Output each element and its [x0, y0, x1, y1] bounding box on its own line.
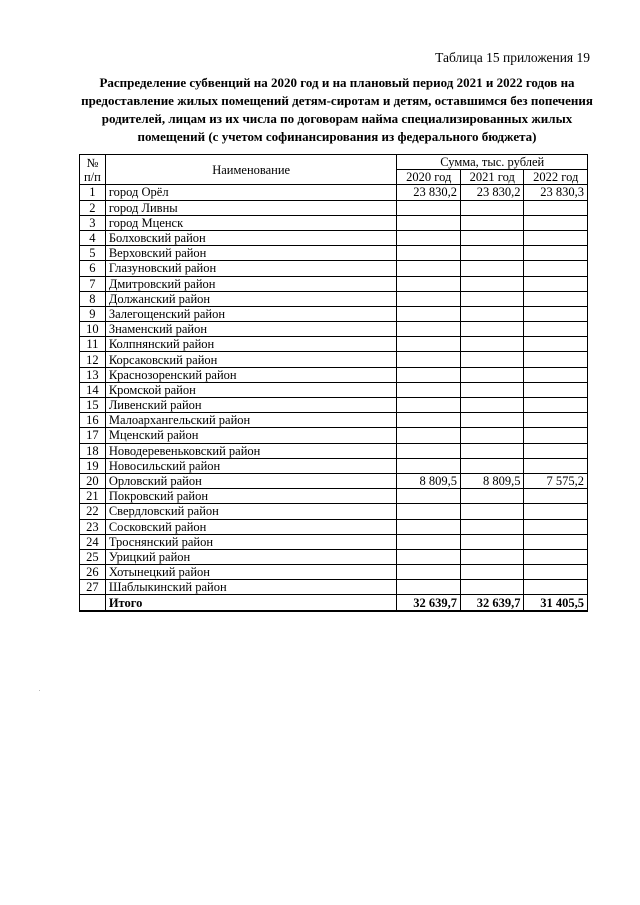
row-name: Колпнянский район: [105, 337, 397, 352]
row-value-2020: [397, 382, 461, 397]
row-value-2021: [460, 352, 524, 367]
row-value-2020: [397, 261, 461, 276]
row-value-2020: 8 809,5: [397, 473, 461, 488]
row-number: 5: [80, 246, 106, 261]
table-row: [80, 352, 588, 367]
row-value-2022: [524, 276, 588, 291]
row-value-2021: [460, 565, 524, 580]
row-value-2021: [460, 246, 524, 261]
row-name: Новодеревеньковский район: [105, 443, 397, 458]
table-row: [80, 337, 588, 352]
row-number: 27: [80, 580, 106, 595]
header-name: Наименование: [105, 155, 397, 185]
row-number: 8: [80, 291, 106, 306]
row-name: Кромской район: [105, 382, 397, 397]
row-value-2022: [524, 306, 588, 321]
row-number: 4: [80, 230, 106, 245]
row-value-2021: [460, 306, 524, 321]
row-name: Орловский район: [105, 473, 397, 488]
table-row: [80, 549, 588, 564]
header-row: [80, 155, 588, 170]
table-row: [80, 230, 588, 245]
row-value-2022: [524, 261, 588, 276]
row-value-2020: [397, 367, 461, 382]
row-value-2022: [524, 413, 588, 428]
table-body: [80, 185, 588, 595]
row-number: 12: [80, 352, 106, 367]
table-row: [80, 398, 588, 413]
row-value-2022: [524, 534, 588, 549]
row-name: Корсаковский район: [105, 352, 397, 367]
row-number: 26: [80, 565, 106, 580]
row-value-2022: [524, 504, 588, 519]
scan-speck: [39, 690, 40, 691]
row-name: Должанский район: [105, 291, 397, 306]
row-name: Болховский район: [105, 230, 397, 245]
header-year-2020: 2020 год: [397, 170, 461, 185]
row-number: 2: [80, 200, 106, 215]
row-value-2020: [397, 230, 461, 245]
row-number: 19: [80, 458, 106, 473]
row-value-2020: [397, 549, 461, 564]
row-value-2022: [524, 352, 588, 367]
row-value-2021: [460, 489, 524, 504]
row-name: Глазуновский район: [105, 261, 397, 276]
row-value-2022: [524, 443, 588, 458]
row-value-2020: [397, 504, 461, 519]
row-value-2021: [460, 428, 524, 443]
row-value-2021: [460, 504, 524, 519]
table-row: [80, 413, 588, 428]
table-row: [80, 519, 588, 534]
row-value-2020: [397, 458, 461, 473]
table-row: [80, 443, 588, 458]
row-value-2022: [524, 519, 588, 534]
table-row: [80, 580, 588, 595]
table-row: [80, 215, 588, 230]
row-value-2020: [397, 337, 461, 352]
table-row: [80, 458, 588, 473]
row-value-2022: [524, 428, 588, 443]
row-name: Краснозоренский район: [105, 367, 397, 382]
row-name: Мценский район: [105, 428, 397, 443]
total-2020: 32 639,7: [397, 595, 461, 611]
row-name: Малоархангельский район: [105, 413, 397, 428]
row-value-2022: [524, 489, 588, 504]
row-value-2021: [460, 519, 524, 534]
row-name: Верховский район: [105, 246, 397, 261]
row-value-2021: [460, 367, 524, 382]
subvention-table: [79, 154, 588, 612]
row-value-2022: [524, 322, 588, 337]
row-value-2021: [460, 276, 524, 291]
row-number: 25: [80, 549, 106, 564]
row-value-2022: [524, 246, 588, 261]
table-row: [80, 261, 588, 276]
row-value-2020: [397, 489, 461, 504]
row-value-2020: [397, 398, 461, 413]
row-value-2022: [524, 580, 588, 595]
row-number: 15: [80, 398, 106, 413]
row-value-2020: [397, 246, 461, 261]
table-row: [80, 473, 588, 488]
row-value-2022: 7 575,2: [524, 473, 588, 488]
total-number-cell: [80, 595, 106, 611]
row-value-2020: [397, 565, 461, 580]
row-number: 16: [80, 413, 106, 428]
row-value-2022: [524, 215, 588, 230]
row-number: 13: [80, 367, 106, 382]
row-value-2021: [460, 382, 524, 397]
row-number: 14: [80, 382, 106, 397]
row-name: город Мценск: [105, 215, 397, 230]
row-number: 22: [80, 504, 106, 519]
row-value-2020: [397, 580, 461, 595]
row-value-2020: 23 830,2: [397, 185, 461, 200]
row-value-2021: [460, 215, 524, 230]
row-value-2022: [524, 398, 588, 413]
row-number: 23: [80, 519, 106, 534]
row-number: 7: [80, 276, 106, 291]
row-value-2022: [524, 382, 588, 397]
row-value-2020: [397, 322, 461, 337]
row-value-2021: 8 809,5: [460, 473, 524, 488]
row-value-2020: [397, 534, 461, 549]
row-value-2020: [397, 200, 461, 215]
header-sum: Сумма, тыс. рублей: [397, 155, 588, 170]
row-value-2020: [397, 413, 461, 428]
row-name: Урицкий район: [105, 549, 397, 564]
table-reference: Таблица 15 приложения 19: [435, 50, 590, 65]
row-number: 6: [80, 261, 106, 276]
row-number: 11: [80, 337, 106, 352]
table-row: [80, 200, 588, 215]
row-value-2022: [524, 337, 588, 352]
table-row: [80, 382, 588, 397]
table-row: [80, 246, 588, 261]
row-value-2021: [460, 398, 524, 413]
table-row: [80, 504, 588, 519]
row-name: Покровский район: [105, 489, 397, 504]
row-value-2021: [460, 549, 524, 564]
row-name: Знаменский район: [105, 322, 397, 337]
row-number: 9: [80, 306, 106, 321]
row-name: Троснянский район: [105, 534, 397, 549]
table-row: [80, 428, 588, 443]
row-value-2021: [460, 534, 524, 549]
row-value-2022: [524, 549, 588, 564]
row-name: Ливенский район: [105, 398, 397, 413]
row-name: Свердловский район: [105, 504, 397, 519]
table-row: [80, 291, 588, 306]
table-row: [80, 534, 588, 549]
row-value-2021: [460, 261, 524, 276]
row-number: 18: [80, 443, 106, 458]
row-value-2021: [460, 580, 524, 595]
row-value-2022: [524, 565, 588, 580]
row-value-2022: 23 830,3: [524, 185, 588, 200]
total-2022: 31 405,5: [524, 595, 588, 611]
row-value-2020: [397, 519, 461, 534]
row-value-2022: [524, 367, 588, 382]
row-number: 10: [80, 322, 106, 337]
row-value-2021: [460, 443, 524, 458]
document-title: Распределение субвенций на 2020 год и на плановый период 2021 и 2022 годов на предоставление жилых помещений детям-сиротам и детям, оставшимся без попечения родителей, лицам из их числа по договорам найма специализированных жилых помещений (с учетом софинансирования из федерального бюджета): [81, 75, 593, 144]
total-row: [80, 595, 588, 611]
row-value-2022: [524, 458, 588, 473]
total-2021: 32 639,7: [460, 595, 524, 611]
row-value-2021: [460, 458, 524, 473]
row-value-2021: 23 830,2: [460, 185, 524, 200]
row-number: 3: [80, 215, 106, 230]
row-name: Новосильский район: [105, 458, 397, 473]
row-value-2020: [397, 443, 461, 458]
row-name: город Ливны: [105, 200, 397, 215]
row-name: Шаблыкинский район: [105, 580, 397, 595]
header-year-2022: 2022 год: [524, 170, 588, 185]
table-row: [80, 306, 588, 321]
table-row: [80, 489, 588, 504]
table-row: [80, 276, 588, 291]
row-value-2020: [397, 276, 461, 291]
total-label: Итого: [105, 595, 397, 611]
row-value-2022: [524, 230, 588, 245]
row-name: Сосковский район: [105, 519, 397, 534]
row-value-2022: [524, 200, 588, 215]
row-value-2020: [397, 215, 461, 230]
row-name: Дмитровский район: [105, 276, 397, 291]
row-value-2022: [524, 291, 588, 306]
row-number: 24: [80, 534, 106, 549]
row-value-2021: [460, 230, 524, 245]
header-number: № п/п: [80, 155, 106, 185]
header-year-2021: 2021 год: [460, 170, 524, 185]
table-row: [80, 367, 588, 382]
row-number: 20: [80, 473, 106, 488]
row-value-2021: [460, 291, 524, 306]
row-number: 21: [80, 489, 106, 504]
table-row: [80, 565, 588, 580]
row-value-2021: [460, 337, 524, 352]
row-value-2020: [397, 428, 461, 443]
row-number: 17: [80, 428, 106, 443]
table-row: [80, 185, 588, 200]
row-number: 1: [80, 185, 106, 200]
row-name: Хотынецкий район: [105, 565, 397, 580]
row-name: город Орёл: [105, 185, 397, 200]
row-name: Залегощенский район: [105, 306, 397, 321]
row-value-2021: [460, 322, 524, 337]
row-value-2021: [460, 200, 524, 215]
row-value-2020: [397, 291, 461, 306]
row-value-2021: [460, 413, 524, 428]
row-value-2020: [397, 352, 461, 367]
row-value-2020: [397, 306, 461, 321]
table-row: [80, 322, 588, 337]
